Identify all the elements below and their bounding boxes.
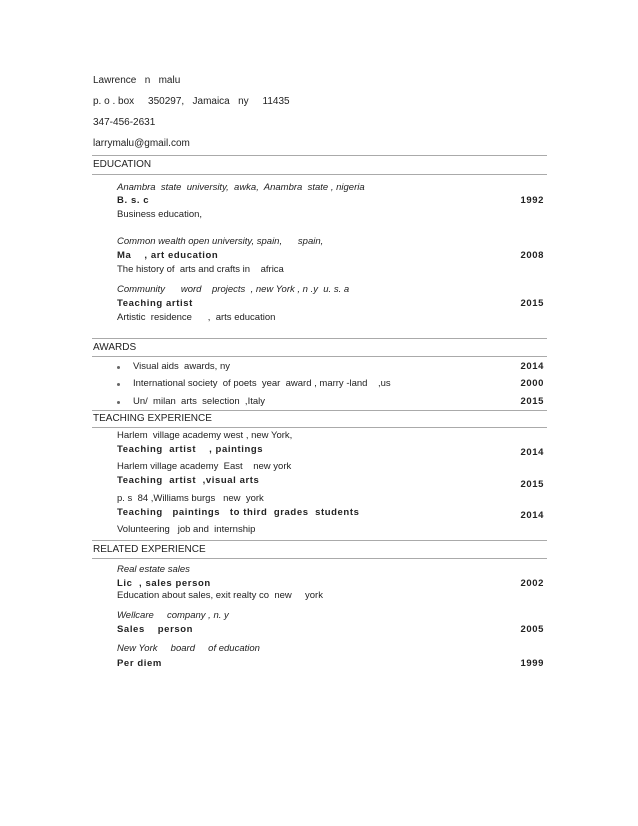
education-detail: The history of arts and crafts in africa	[117, 264, 284, 275]
related-year: 2002	[520, 578, 544, 589]
education-heading: EDUCATION	[93, 159, 152, 170]
contact-address: p. o . box 350297, Jamaica ny 11435	[93, 96, 290, 107]
education-detail: Business education,	[117, 209, 203, 220]
section-divider	[92, 427, 547, 428]
contact-name: Lawrence n malu	[93, 75, 181, 86]
education-year: 2008	[520, 250, 544, 261]
teaching-role: Teaching artist , paintings	[117, 444, 264, 455]
bullet-icon	[117, 401, 120, 404]
education-year: 1992	[520, 195, 544, 206]
award-year: 2000	[520, 378, 544, 389]
section-divider	[92, 356, 547, 357]
related-role: Per diem	[117, 658, 162, 669]
award-label: Visual aids awards, ny	[133, 361, 230, 372]
contact-email: larrymalu@gmail.com	[93, 138, 190, 149]
education-school: Anambra state university, awka, Anambra state , nigeria	[117, 182, 365, 193]
related-role: Lic , sales person	[117, 578, 211, 589]
awards-heading: AWARDS	[93, 342, 137, 353]
related-year: 1999	[520, 658, 544, 669]
teaching-role: Teaching artist ,visual arts	[117, 475, 260, 486]
award-label: Un/ milan arts selection ,Italy	[133, 396, 265, 407]
teaching-place: p. s 84 ,Williams burgs new york	[117, 493, 264, 504]
teaching-year: 2014	[520, 447, 544, 458]
education-year: 2015	[520, 298, 544, 309]
teaching-year: 2014	[520, 510, 544, 521]
bullet-icon	[117, 383, 120, 386]
education-school: Common wealth open university, spain, spain,	[117, 236, 324, 247]
teaching-extra: Volunteering job and internship	[117, 524, 256, 535]
education-school: Community word projects , new York , n .y u. s. a	[117, 284, 350, 295]
related-org: New York board of education	[117, 643, 260, 654]
contact-phone: 347-456-2631	[93, 117, 156, 128]
teaching-year: 2015	[520, 479, 544, 490]
education-detail: Artistic residence , arts education	[117, 312, 276, 323]
award-year: 2014	[520, 361, 544, 372]
section-divider	[92, 174, 547, 175]
section-divider	[92, 155, 547, 156]
related-heading: RELATED EXPERIENCE	[93, 544, 206, 555]
teaching-heading: TEACHING EXPERIENCE	[93, 413, 212, 424]
section-divider	[92, 540, 547, 541]
teaching-role: Teaching paintings to third grades students	[117, 507, 360, 518]
education-degree: Ma , art education	[117, 250, 219, 261]
related-year: 2005	[520, 624, 544, 635]
award-year: 2015	[520, 396, 544, 407]
section-divider	[92, 338, 547, 339]
teaching-place: Harlem village academy East new york	[117, 461, 292, 472]
bullet-icon	[117, 366, 120, 369]
section-divider	[92, 410, 547, 411]
section-divider	[92, 558, 547, 559]
related-org: Real estate sales	[117, 564, 190, 575]
education-degree: Teaching artist	[117, 298, 193, 309]
related-role: Sales person	[117, 624, 194, 635]
related-detail: Education about sales, exit realty co new york	[117, 590, 323, 601]
award-label: International society of poets year award , marry -land ,us	[133, 378, 391, 389]
related-org: Wellcare company , n. y	[117, 610, 229, 621]
teaching-place: Harlem village academy west , new York,	[117, 430, 293, 441]
education-degree: B. s. c	[117, 195, 150, 206]
